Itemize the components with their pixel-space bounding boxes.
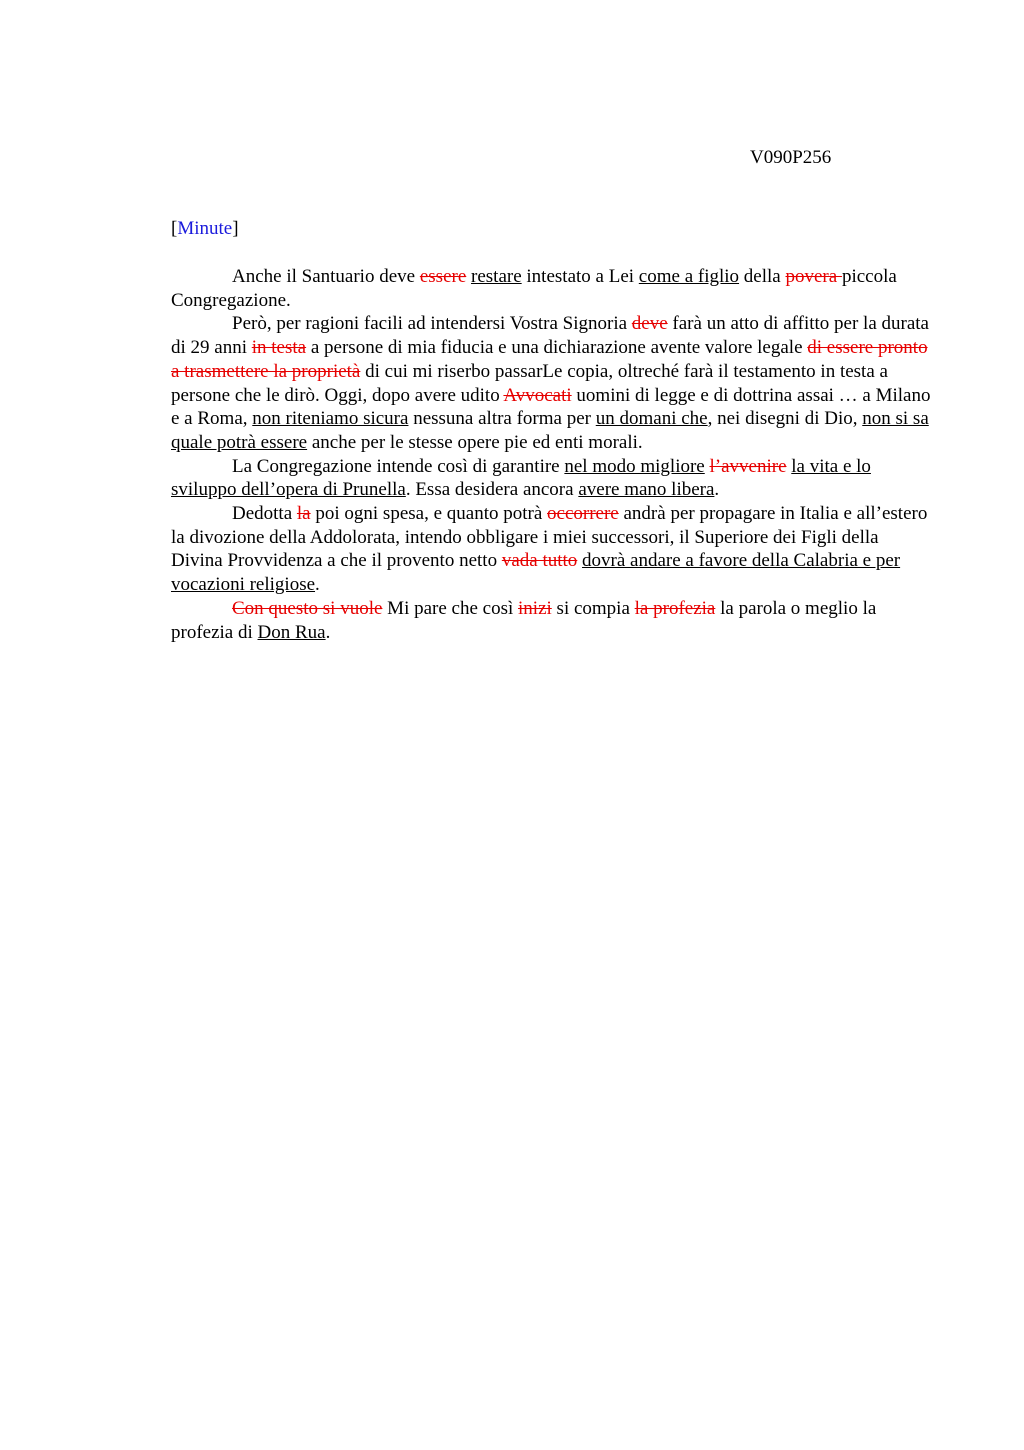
inserted-text: un domani che [595,408,708,430]
deleted-text: essere [419,266,467,287]
deleted-text: occorrere [547,503,619,525]
deleted-text: povera [785,266,842,287]
body-text-run: Mi pare che così [382,597,519,619]
body-text-run: . [714,479,720,501]
deleted-text: in testa [251,337,307,359]
paragraph-2 [171,312,931,454]
paragraph-3 [171,455,931,502]
body-text-run: farà un atto di affitto per la durata di 29 anni [171,313,929,359]
deleted-text: deve [631,313,668,335]
paragraph-5 [171,597,931,644]
deleted-text: Avvocati [503,384,572,406]
deleted-text: inizi [518,597,552,619]
section-heading [171,217,239,241]
body-text-run: a persone di mia fiducia e una dichiarazione avente valore legale [306,337,808,359]
inserted-text: non si sa quale potrà essere [171,408,929,453]
body-text-run: andrà per propagare in Italia e all’estero la divozione della Addolorata, intendo obbligare i miei successori, il Superiore dei Figli della Divina Provvidenza a che il provento netto [171,503,928,572]
body-text-run: Dedotta [232,503,297,525]
body-text-run: , nei disegni di Dio, [707,408,863,430]
body-text-run: si compia [551,597,635,619]
body-text-run: poi ogni spesa, e quanto potrà [310,503,548,525]
inserted-text: restare [471,266,522,287]
inserted-text: la vita e lo sviluppo dell’opera di Prunella [171,455,871,501]
heading-bracket-close: ] [232,218,239,239]
inserted-text: nel modo migliore [564,455,705,477]
minute-link[interactable]: Minute [177,218,233,239]
body-text-run: la parola o meglio la profezia di [171,597,877,643]
inserted-text: dovrà andare a favore della Calabria e per vocazioni religiose [171,550,901,596]
deleted-text: Con questo si vuole [232,597,383,619]
inserted-text: come a figlio [638,266,740,287]
body-text-run: Però, per ragioni facili ad intendersi Vostra Signoria [232,313,632,335]
body-text-run: . [325,621,331,643]
body-text-run: nessuna altra forma per [408,408,596,430]
body-text-run: anche per le stesse opere pie ed enti morali. [307,431,643,453]
body-text-run: uomini di legge e di dottrina assai … a Milano e a Roma, [171,384,931,430]
heading-bracket-open: [ [171,218,178,239]
body-text-run: intestato a Lei [521,266,639,287]
paragraph-4 [171,502,931,597]
deleted-text: di essere pronto a trasmettere la proprietà [171,337,928,382]
body-text-run: piccola Congregazione. [171,266,897,311]
body-text-run: di cui mi riserbo passarLe copia, oltreché farà il testamento in testa a persone che le dirò. Oggi, dopo avere udito [171,360,888,406]
body-text-run: Anche il Santuario deve [232,266,420,287]
body-text-run: della [739,266,786,287]
inserted-text: non riteniamo sicura [252,408,409,430]
inserted-text: avere mano libera [578,479,715,501]
deleted-text: l’avvenire [709,455,787,477]
paragraph-1 [171,265,931,312]
letter-body [171,265,931,644]
body-text-run: La Congregazione intende così di garantire [232,455,565,477]
deleted-text: la profezia [634,597,716,619]
body-text-run: . [315,574,320,596]
deleted-text: la [296,503,311,525]
inserted-text: Don Rua [257,621,326,643]
deleted-text: vada tutto [501,550,578,572]
body-text-run: . Essa desidera ancora [405,479,579,501]
document-id: V090P256 [750,147,832,168]
